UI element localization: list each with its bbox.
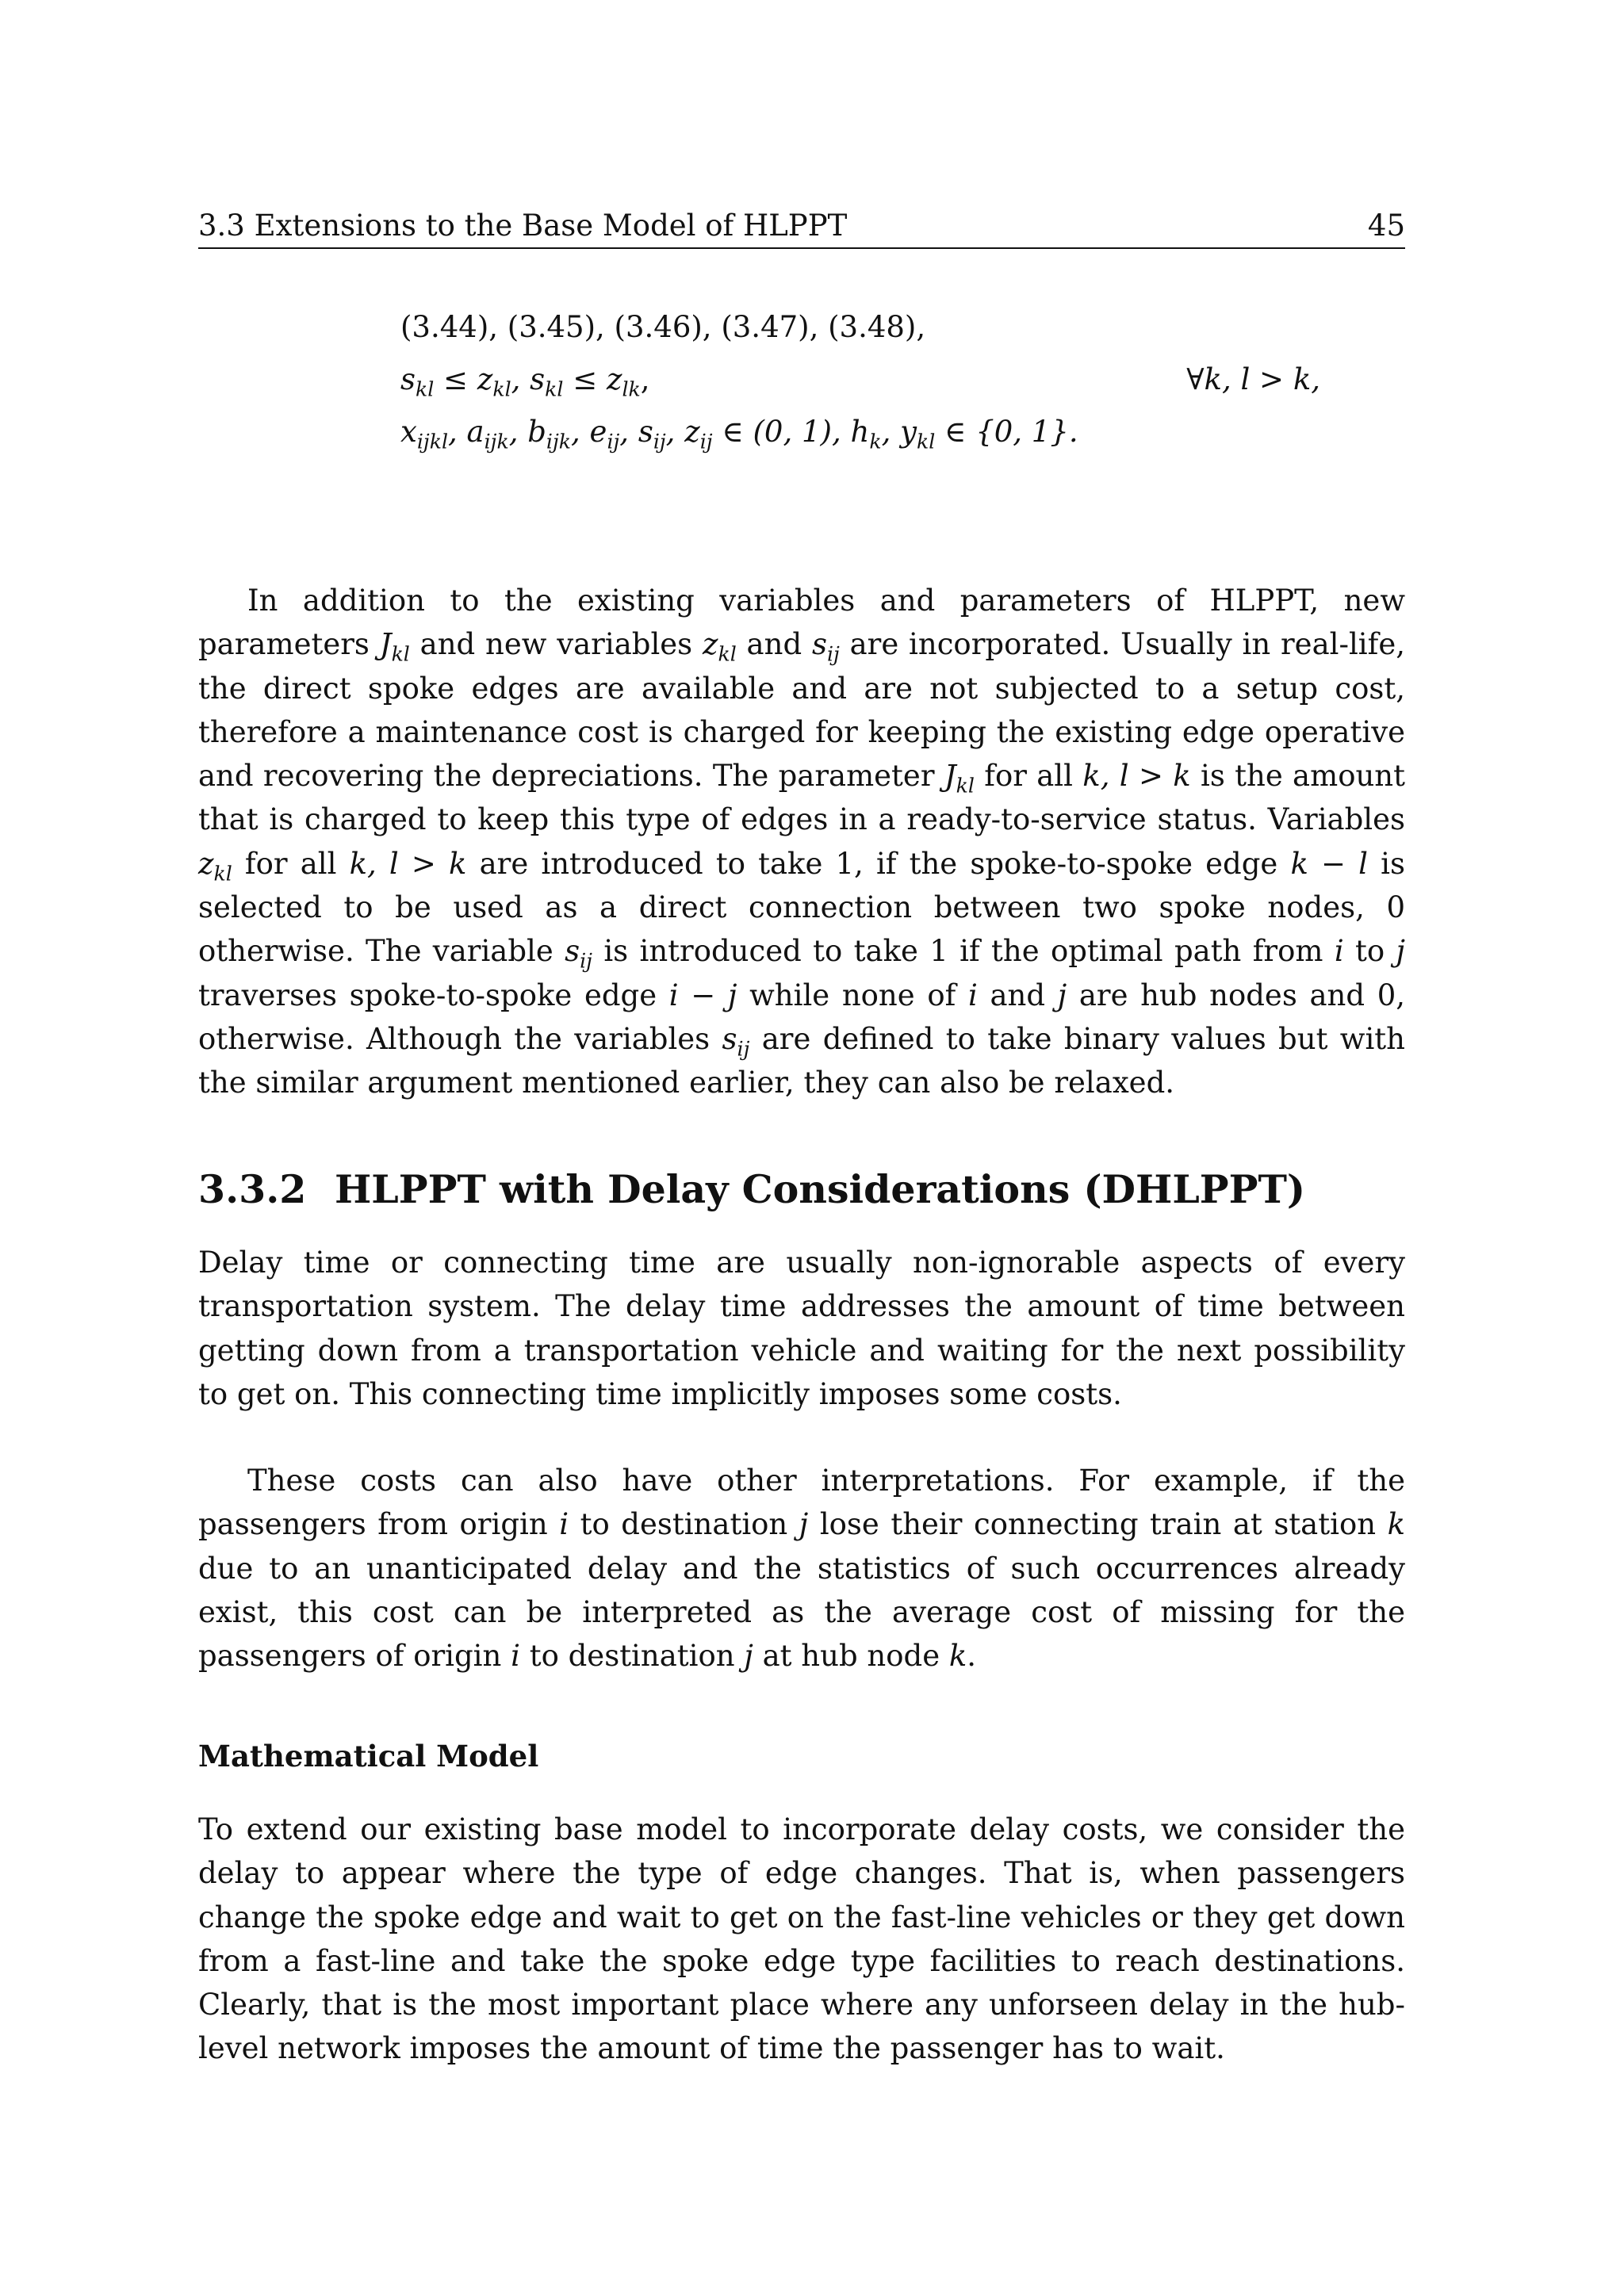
- eq-sub: ijk: [484, 430, 509, 453]
- section-number: 3.3.2: [198, 1166, 307, 1212]
- paragraph-model-extension: [198, 1808, 1405, 2071]
- eq-sub: k: [869, 430, 882, 453]
- eq-var: , s: [619, 415, 653, 449]
- eq-sub: kl: [917, 430, 936, 453]
- eq-var: ∈ (0, 1), h: [712, 415, 870, 449]
- eq-var: s: [400, 362, 416, 396]
- running-header: [198, 208, 1405, 249]
- constraint-block: [400, 301, 1320, 458]
- eq-var: ≤ z: [563, 362, 622, 396]
- equation-condition: ∀k, l > k,: [1186, 362, 1320, 396]
- eq-var: , z: [665, 415, 700, 449]
- section-title: HLPPT with Delay Considerations (DHLPPT): [335, 1166, 1306, 1212]
- eq-var: , a: [448, 415, 485, 449]
- equation-line-2: [400, 354, 1320, 406]
- eq-var: , b: [508, 415, 546, 449]
- eq-var: , s: [511, 362, 546, 396]
- subsection-heading: Mathematical Model: [198, 1739, 539, 1774]
- section-heading: [198, 1161, 1305, 1217]
- paragraph-1: In addition to the existing variables and parameters of HLPPT, new parameters $J_{kl}$ and new variables $z_{kl}$ and $s_{ij}$ are incorporated. Usually in real-life, the direct spoke edges are available and are not subjected to a setup cost, therefore a maintenance cost is charged for keeping the existing edge operative and recovering the depreciations. The parameter $J_{kl}$ for all k, l > k is the amount that is charged to keep this type of edges in a ready-to-service status. Variables $z_{kl}$ for all k, l > k are introduced to take 1, if the spoke-to-spoke edge k − l is selected to be used as a direct connection between two spoke nodes, 0 otherwise. The variable $s_{ij}$ is introduced to take 1 if the optimal path from i to j traverses spoke-to-spoke edge i − j while none of i and j are hub nodes and 0, otherwise. Although the variables $s_{ij}$ are defined to take binary values but with the similar argument mentioned earlier, they can also be relaxed.: [198, 584, 1405, 1100]
- paragraph-2: Delay time or connecting time are usually non-ignorable aspects of every transportation system. The delay time addresses the amount of time between getting down from a transportation vehicle and waiting for the next possibility to get on. This connecting time implicitly imposes some costs.: [198, 1246, 1405, 1411]
- paragraph-3: These costs can also have other interpretations. For example, if the passengers from origin i to destination j lose their connecting train at station k due to an unanticipated delay and the statistics of such occurrences already exist, this cost can be interpreted as the average cost of missing for the passengers of origin i to destination j at hub node k.: [198, 1464, 1406, 1674]
- paragraph-new-parameters: [198, 579, 1405, 1105]
- eq-sub: lk: [622, 377, 641, 401]
- eq-var: x: [400, 415, 417, 449]
- eq-var: ∈ {0, 1}.: [935, 415, 1078, 449]
- paragraph-delay-intro: [198, 1241, 1405, 1416]
- eq-sub: ij: [653, 430, 666, 453]
- page-number: 45: [1367, 209, 1405, 243]
- equation-line-3: [400, 406, 1320, 458]
- paragraph-4: To extend our existing base model to incorporate delay costs, we consider the delay to appear where the type of edge changes. That is, when passengers change the spoke edge and wait to get on the fast-line vehicles or they get down from a fast-line and take the spoke edge type facilities to reach destinations. Clearly, that is the most important place where any unforseen delay in the hub-level network imposes the amount of time the passenger has to wait.: [198, 1812, 1405, 2066]
- eq-var: , e: [571, 415, 607, 449]
- equation-refs-line: [400, 301, 1320, 354]
- eq-sub: ijk: [546, 430, 572, 453]
- eq-sub: ij: [607, 430, 620, 453]
- eq-var: , y: [881, 415, 917, 449]
- running-title: 3.3 Extensions to the Base Model of HLPPT: [198, 209, 848, 243]
- equation-refs: (3.44), (3.45), (3.46), (3.47), (3.48),: [400, 310, 926, 344]
- paragraph-interpretations: [198, 1459, 1405, 1678]
- eq-var: ≤ z: [434, 362, 493, 396]
- eq-sub: kl: [416, 377, 435, 401]
- eq-punct: ,: [640, 362, 650, 396]
- eq-sub: ij: [699, 430, 713, 453]
- eq-sub: ijkl: [416, 430, 449, 453]
- eq-sub: kl: [545, 377, 564, 401]
- eq-sub: kl: [492, 377, 511, 401]
